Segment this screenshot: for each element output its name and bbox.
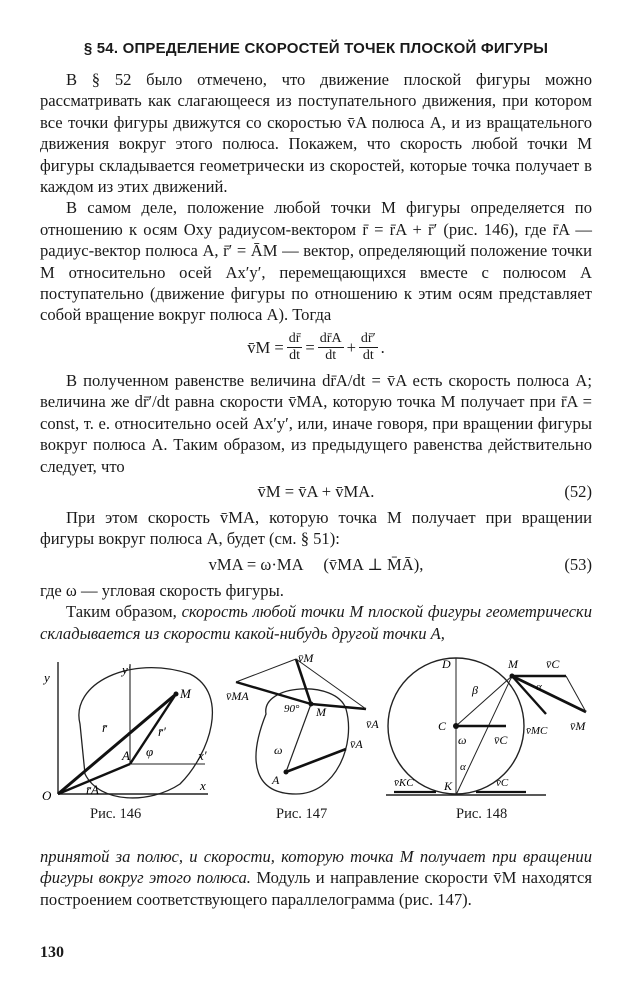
label-O: O bbox=[42, 787, 52, 803]
label-C: C bbox=[438, 718, 447, 733]
fraction-1-numerator: dr̄ bbox=[288, 331, 301, 347]
paragraph-6-theorem: скорость любой точки M плоской фигуры геометрически складывается из скорости какой-нибудь другой точки A, bbox=[40, 602, 592, 643]
label-A: A bbox=[272, 772, 280, 787]
fraction-2-numerator: dr̄A bbox=[319, 331, 342, 347]
vector-vM bbox=[296, 659, 311, 704]
label-vMA: v̄MA bbox=[226, 688, 249, 703]
label-M: M bbox=[180, 685, 191, 701]
paragraph-3: В полученном равенстве величина dr̄A/dt = v̄A есть скорость полюса A; величина же dr̄′/dt равна скорости v̄MA, которую точка M получает при r̄A = const, т. е. относительно осей Ax′y′, или, иначе говоря, при вращении фигуры вокруг полюса A. Таким образом, из предыдущего равенства действительно следует, что bbox=[40, 370, 592, 476]
page-number: 130 bbox=[40, 944, 64, 961]
formula-52 bbox=[40, 477, 592, 507]
label-y: y bbox=[44, 669, 50, 685]
formula1-plus: + bbox=[346, 337, 356, 357]
equation-number-52: (52) bbox=[564, 481, 592, 501]
label-vA-top: v̄A bbox=[366, 716, 379, 731]
fraction-3 bbox=[359, 331, 378, 364]
formula-velocity-derivative bbox=[40, 326, 592, 370]
paragraph-7-theorem: принятой за полюс, и скорости, которую точка M получает при вращении фигуры вокруг этого полюса. bbox=[40, 846, 592, 888]
label-vC-ground: v̄C bbox=[496, 776, 509, 789]
label-r: r̄ bbox=[102, 719, 108, 735]
fraction-3-numerator: dr̄′ bbox=[360, 331, 376, 347]
radius-vector-r bbox=[58, 694, 176, 794]
formula1-lhs: v̄M = bbox=[247, 337, 284, 357]
label-K: K bbox=[444, 778, 453, 793]
paragraph-1: В § 52 было отмечено, что движение плоской фигуры можно рассматривать как слагающееся из поступательного движения, при котором все точки фигуры движутся со скоростью v̄A полюса A, и из вращательного движения вокруг этого полюса. Покажем, что скорость любой точки M фигуры складывается геометрически из скоростей, которые точка получает в каждом из этих движений. bbox=[40, 70, 592, 197]
label-rA: r̄A bbox=[86, 781, 99, 797]
label-omega: ω bbox=[274, 742, 283, 757]
fraction-3-denominator: dt bbox=[362, 348, 374, 364]
fraction-2-denominator: dt bbox=[325, 348, 337, 364]
point-M bbox=[174, 691, 179, 696]
label-A: A bbox=[122, 747, 130, 763]
point-M bbox=[309, 701, 314, 706]
label-vMC: v̄MC bbox=[526, 724, 548, 737]
vector-vM bbox=[512, 676, 586, 712]
label-x-prime: x′ bbox=[198, 747, 207, 763]
formula-53-text: vMA = ω·MA (v̄MA ⊥ M̄Ā), bbox=[208, 554, 424, 574]
paragraph-7-rest: Модуль и направление скорости v̄M находятся построением соответствующего параллелограмма (рис. 147). bbox=[40, 868, 593, 909]
label-r-prime: r̄′ bbox=[158, 723, 166, 739]
fraction-2 bbox=[318, 331, 344, 364]
label-vC-center: v̄C bbox=[494, 732, 508, 747]
point-M bbox=[510, 673, 515, 678]
formula-53 bbox=[40, 550, 592, 580]
label-vA: v̄A bbox=[350, 736, 363, 751]
formula-52-text: v̄M = v̄A + v̄MA. bbox=[257, 481, 375, 501]
label-90deg: 90° bbox=[284, 702, 300, 715]
label-phi: φ bbox=[146, 743, 154, 759]
fraction-1-denominator: dt bbox=[289, 348, 301, 364]
label-y-prime: y′ bbox=[122, 661, 131, 677]
caption-147: Рис. 147 bbox=[276, 805, 328, 822]
parallelogram-side-1 bbox=[236, 659, 296, 682]
label-vM: v̄M bbox=[298, 653, 314, 665]
paragraph-2: В самом деле, положение любой точки M фигуры определяется по отношению к осям Oxy радиусом-вектором r̄ = r̄A + r̄′ (рис. 146), где r̄A — радиус-вектор полюса A, r̄′ = ĀM — вектор, определяющий положение точки M относительно осей Ax′y′, перемещающихся вместе с полюсом A поступательно (движение фигуры по отношению к этим осям представляет собой вращение вокруг полюса A). Тогда bbox=[40, 198, 592, 325]
page-body bbox=[40, 40, 592, 910]
caption-148: Рис. 148 bbox=[456, 805, 508, 822]
label-x: x bbox=[200, 777, 206, 793]
fraction-1 bbox=[287, 331, 303, 364]
point-C bbox=[453, 723, 459, 729]
paragraph-5: где ω — угловая скорость фигуры. bbox=[40, 580, 284, 600]
figure-148 bbox=[386, 654, 592, 804]
figure-146 bbox=[40, 654, 220, 804]
paragraph-4: При этом скорость v̄MA, которую точка M получает при вращении фигуры вокруг полюса A, будет (см. § 51): bbox=[40, 507, 592, 549]
label-alpha-bottom: α bbox=[460, 760, 466, 773]
label-D: D bbox=[442, 656, 451, 671]
figure-147 bbox=[226, 654, 386, 804]
plane-figure-outline bbox=[256, 689, 349, 794]
label-vM: v̄M bbox=[570, 718, 586, 733]
formula1-equals: = bbox=[305, 337, 315, 357]
equation-number-53: (53) bbox=[564, 554, 592, 574]
label-beta: β bbox=[472, 682, 478, 697]
paragraph-6-lead: Таким образом, bbox=[66, 602, 182, 622]
caption-146: Рис. 146 bbox=[90, 805, 142, 822]
paragraph-6 bbox=[40, 601, 592, 644]
paragraph-7 bbox=[40, 846, 592, 910]
segment-CM bbox=[456, 676, 512, 726]
plane-figure-outline bbox=[79, 668, 212, 798]
label-M: M bbox=[316, 704, 326, 719]
section-heading: § 54. ОПРЕДЕЛЕНИЕ СКОРОСТЕЙ ТОЧЕК ПЛОСКОЙ ФИГУРЫ bbox=[83, 40, 549, 57]
figures-row bbox=[40, 654, 592, 824]
label-M: M bbox=[508, 656, 518, 671]
formula1-end: . bbox=[380, 337, 385, 357]
label-omega: ω bbox=[458, 732, 467, 747]
label-alpha-top: α bbox=[536, 680, 542, 693]
point-A bbox=[284, 769, 289, 774]
label-vKC: v̄KC bbox=[394, 776, 414, 789]
label-vC-top: v̄C bbox=[546, 656, 560, 671]
